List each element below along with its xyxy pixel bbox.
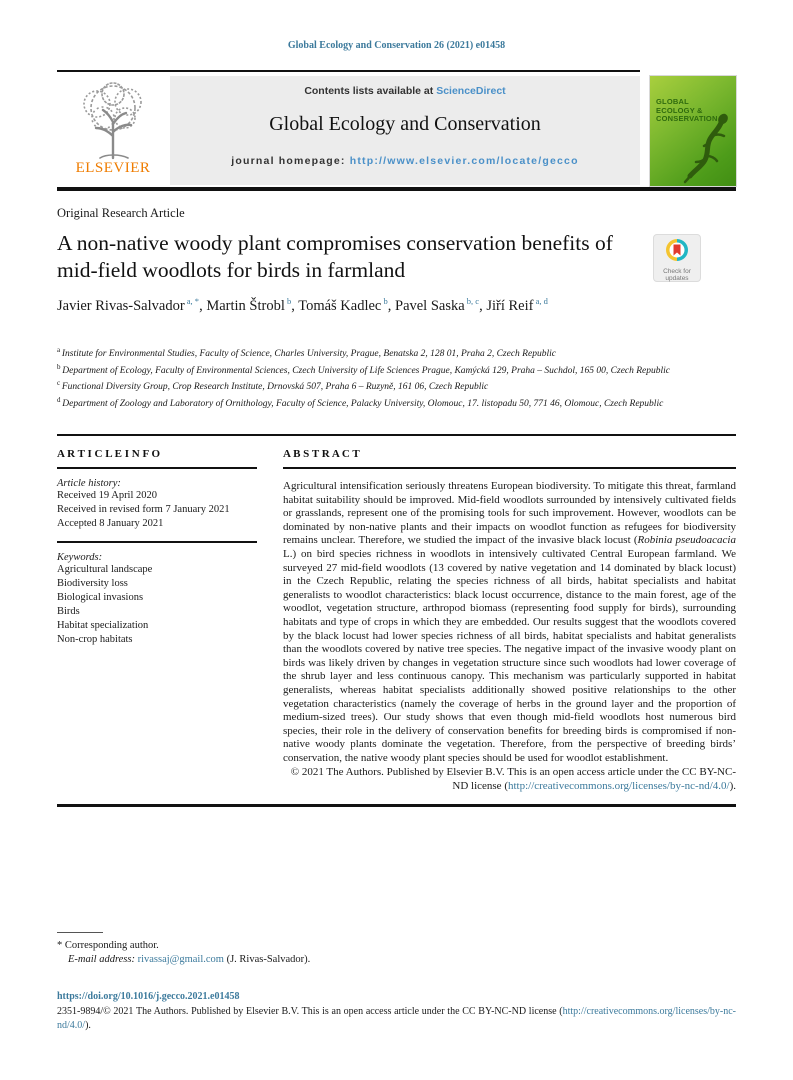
elsevier-wordmark: ELSEVIER — [75, 160, 151, 176]
keyword-item: Agricultural landscape — [57, 564, 153, 575]
elsevier-logo — [57, 76, 169, 184]
footer-cc-license-link[interactable]: http://creativecommons.org/licenses/by-nc-nd/4.0/ — [57, 1006, 736, 1031]
elsevier-tree-icon — [70, 78, 156, 162]
keyword-item: Habitat specialization — [57, 620, 149, 631]
affiliation-row: $^a$ Institute for Environmental Studies, Faculty of Science, Charles University, Prague, Benatska 2, 128 01, Praha 2, Czech Republic — [57, 346, 556, 360]
author-name: Tomáš Kadlec — [298, 297, 382, 314]
affiliation-row: $^b$ Department of Ecology, Faculty of Environmental Sciences, Czech University of Life Sciences Prague, Kamýcká 129, Praha – Suchdol, 165 00, Czech Republic — [57, 362, 671, 376]
footer-copy-suffix: ). — [85, 1019, 91, 1031]
email-label: E-mail address: — [68, 954, 135, 965]
abstract-column — [283, 448, 736, 794]
journal-banner — [170, 76, 640, 185]
abstract-copyright — [283, 766, 736, 793]
journal-cover-thumbnail[interactable] — [650, 76, 736, 186]
header-bottom-rule — [57, 187, 736, 191]
keyword-item: Non-crop habitats — [57, 634, 133, 645]
sciencedirect-link[interactable]: ScienceDirect — [436, 85, 506, 97]
history-item: Received in revised form 7 January 2021 — [57, 504, 230, 515]
affiliation-row: $^d$ Department of Zoology and Laboratory of Ornithology, Faculty of Science, Palacky University, Olomouc, 17. listopadu 50, 771 46, Olomouc, Czech Republic — [57, 395, 664, 410]
section-divider-rule — [57, 434, 736, 436]
corresponding-author-footnote — [57, 939, 310, 967]
history-item: Accepted 8 January 2021 — [57, 518, 164, 529]
abstract-heading: A B S T R A C T — [283, 448, 360, 460]
author-affil-superscript: b — [284, 296, 292, 306]
footer-copy-text: 2351-9894/© 2021 The Authors. Published by Elsevier B.V. This is an open access article under the CC BY-NC-ND license ( — [57, 1006, 563, 1017]
email-link[interactable]: rivassaj@gmail.com — [137, 954, 224, 965]
article-history-list — [57, 489, 257, 531]
abstract-text-1: Agricultural intensification seriously threatens European biodiversity. To mitigate this threat, farmland habitat suitability should be improved. Mid-field woodlots surrounded by intensively cultivated fields or grasslands, represent one of the promising tools for such improvement. However, woodlots can be dominated by non-native plants and their impacts on woodlot function as refugees for biodiversity remains unclear. Therefore, we studied the impact of the invasive black locust ( — [283, 480, 736, 547]
keywords-label: Keywords: — [57, 552, 103, 563]
article-info-column — [57, 448, 257, 794]
footnote-rule — [57, 932, 103, 933]
doi-link[interactable]: https://doi.org/10.1016/j.gecco.2021.e01458 — [57, 991, 240, 1002]
keyword-item: Birds — [57, 606, 80, 617]
article-history-label: Article history: — [57, 478, 121, 489]
author-name: Pavel Saska — [395, 297, 465, 314]
abstract-heading-rule — [283, 467, 736, 469]
affiliation-list — [57, 344, 702, 411]
article-info-heading-rule — [57, 467, 257, 469]
copyright-suffix: ). — [729, 780, 736, 793]
affiliation-superscript: a — [57, 346, 62, 354]
author-affil-superscript: b, c — [464, 296, 480, 306]
doi-line — [57, 991, 239, 1002]
homepage-link[interactable]: http://www.elsevier.com/locate/gecco — [349, 155, 579, 167]
article-info-separator — [57, 541, 257, 543]
info-abstract-columns — [57, 448, 736, 807]
affiliation-superscript: d — [57, 395, 63, 404]
author-name: Jiří Reif — [486, 297, 534, 314]
abstract-body — [283, 480, 736, 765]
author-affil-superscript: b — [381, 296, 388, 306]
check-for-updates-badge[interactable] — [653, 234, 701, 282]
contents-prefix: Contents lists available at — [304, 85, 437, 97]
author-name: Javier Rivas-Salvador — [57, 297, 185, 314]
homepage-prefix: journal homepage: — [231, 155, 350, 167]
abstract-text-2: L.) on bird species richness in woodlots in intensively cultivated Central European farmland. We surveyed 27 mid-field woodlots (13 covered by native vegetation and 14 dominated by black locust) in the Czech Republic, relating the species richness of all birds, habitat specialists and habitat generalists to woodlot characteristics: black locust occurrence, distance to the main forest, age of the woodlot, vegetation structure, arthropod biomass (representing food supply for birds), surrounding habitats and type of crops in which they are embedded. Our results suggest that the woodlots covered by the black locust had lower species richness of all birds, habitat specialists and habitat generalists than the woodlots covered by native tree species. The negative impact of the invasive woody plant on birds was likely driven by changes in vegetation structure since such woodlots had lower coverage of the shrub layer and less continuous canopy. This mechanism was particularly supported in habitat generalists, whereas habitat specialists additionally showed positive relationships to the other vegetation characteristics (namely the coverage of herbs in the ground layer and the proportion of medium-sized trees). Our study shows that even though mid-field woodlots host numerous bird species, their role in the delivery of conservation benefits for breeding birds is compromised if non-native woody plants dominate the vegetation. Therefore, from the perspective of breeding birds’ conservation, the native woody plant species should be used for woodlot establishment. — [283, 547, 736, 764]
journal-title: Global Ecology and Conservation — [269, 113, 541, 135]
corresponding-author-line: * Corresponding author. — [57, 940, 159, 951]
copyright-text: © 2021 The Authors. Published by Elsevier B.V. This is an open access article under the CC BY-NC-ND license ( — [290, 766, 736, 793]
affiliation-row: $^c$ Functional Diversity Group, Crop Research Institute, Drnovská 507, Praha 6 – Ruzyně, 161 06, Czech Republic — [57, 379, 489, 393]
author-affil-superscript: a, d — [533, 296, 548, 306]
author-name: Martin Štrobl — [206, 297, 285, 314]
footer-copyright — [57, 1005, 736, 1032]
article-info-heading: A R T I C L E I N F O — [57, 448, 161, 460]
affiliation-superscript: b — [57, 362, 63, 371]
keyword-item: Biodiversity loss — [57, 578, 128, 589]
contents-line — [170, 85, 640, 97]
journal-citation: Global Ecology and Conservation 26 (2021) e01458 — [287, 40, 506, 51]
keywords-list — [57, 563, 257, 647]
email-line — [57, 953, 310, 967]
homepage-line — [170, 155, 640, 167]
crossmark-icon — [665, 238, 689, 262]
header-top-rule — [57, 70, 640, 72]
article-title: A non-native woody plant compromises conservation benefits of mid-field woodlots for birds in farmland — [57, 231, 613, 282]
species-name-italic: Robinia pseudoacacia — [637, 534, 736, 547]
affiliation-superscript: c — [57, 379, 62, 388]
article-type-label: Original Research Article — [57, 206, 185, 220]
email-suffix: (J. Rivas-Salvador). — [223, 954, 311, 965]
cover-title: GLOBAL ECOLOGY & CONSERVATION — [656, 97, 718, 123]
keyword-item: Biological invasions — [57, 592, 144, 603]
check-badge-label: Check for updates — [663, 268, 691, 282]
history-item: Received 19 April 2020 — [57, 490, 158, 501]
author-affil-superscript: a, * — [184, 296, 200, 306]
author-list: Javier Rivas-Salvador $^{a, *}$, Martin Štrobl $^b$, Tomáš Kadlec $^b$, Pavel Saska $^{b, c}$, Jiří Reif $^{a, d}$ — [57, 296, 548, 314]
cc-license-link[interactable]: http://creativecommons.org/licenses/by-nc-nd/4.0/ — [507, 780, 730, 793]
gecko-icon — [682, 112, 734, 184]
